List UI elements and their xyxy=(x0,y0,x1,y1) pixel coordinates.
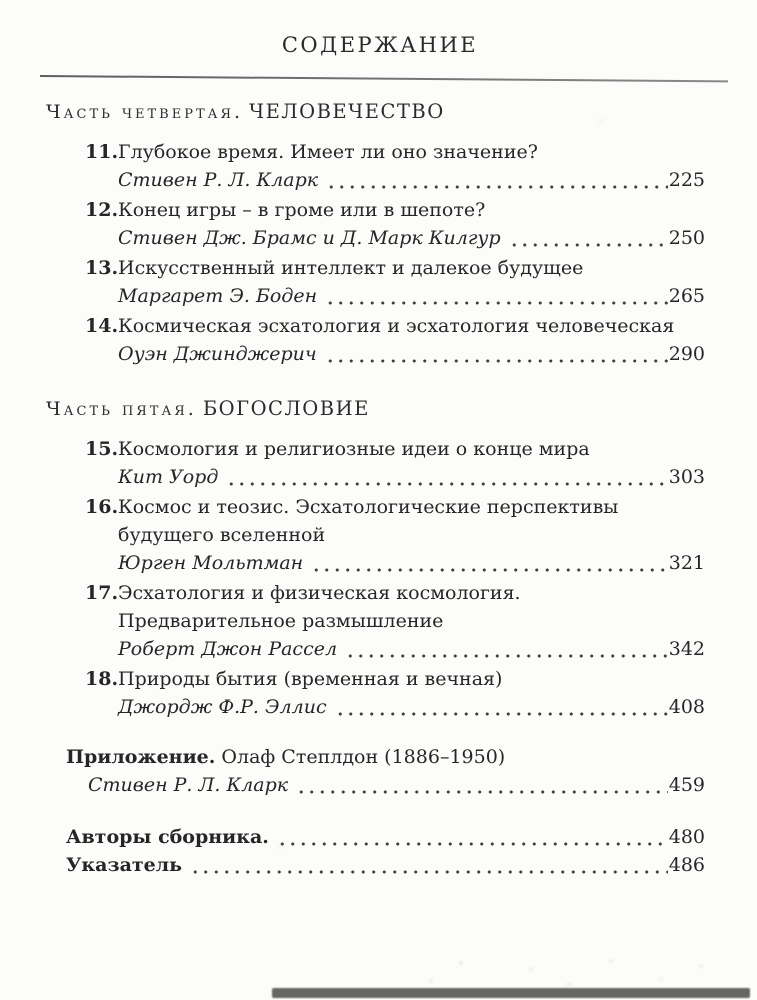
scan-artifact-bar xyxy=(272,988,750,998)
item-title: Эсхатология и физическая космология. xyxy=(118,582,521,604)
toc-item-16 xyxy=(85,493,728,577)
item-title-line2: Предварительное размышление xyxy=(118,610,444,632)
part-heading-name: БОГОСЛОВИЕ xyxy=(202,397,370,420)
dot-leader xyxy=(342,635,668,663)
title-rule xyxy=(40,75,728,82)
item-title: Космос и теозис. Эсхатологические перспективы xyxy=(118,496,619,518)
item-number: 17. xyxy=(85,582,119,604)
item-number: 14. xyxy=(85,315,119,337)
toc-item-17 xyxy=(85,579,728,663)
backmatter-row-index xyxy=(66,851,728,879)
page-number: 459 xyxy=(668,774,705,796)
item-author: Маргарет Э. Боден xyxy=(118,285,318,307)
appendix-label: Приложение. xyxy=(66,746,216,768)
backmatter-row-authors xyxy=(66,823,728,851)
item-number: 11. xyxy=(85,141,119,163)
page-number: 290 xyxy=(668,343,705,365)
appendix-entry xyxy=(66,743,728,799)
backmatter-label: Авторы сборника. xyxy=(66,826,269,848)
page-number: 321 xyxy=(668,552,705,574)
dot-leader xyxy=(323,166,668,194)
toc-item-14 xyxy=(85,312,728,368)
dot-leader xyxy=(274,823,668,851)
dot-leader xyxy=(223,463,667,491)
scan-noise-speckles xyxy=(0,0,2,2)
item-number: 18. xyxy=(85,668,119,690)
item-title: Конец игры – в громе или в шепоте? xyxy=(118,199,486,221)
page-number: 303 xyxy=(668,466,705,488)
toc-page xyxy=(46,0,728,879)
item-title: Искусственный интеллект и далекое будущее xyxy=(118,257,584,279)
dot-leader xyxy=(308,549,668,577)
item-title-line2: будущего вселенной xyxy=(118,524,326,546)
appendix-author: Стивен Р. Л. Кларк xyxy=(88,774,289,796)
part-heading-five xyxy=(46,396,728,423)
page-number: 250 xyxy=(668,227,705,249)
dot-leader xyxy=(322,340,668,368)
page-number: 342 xyxy=(668,638,705,660)
toc-item-18 xyxy=(85,665,728,721)
part-heading-name: ЧЕЛОВЕЧЕСТВО xyxy=(249,100,445,123)
page-number: 265 xyxy=(668,285,705,307)
toc-item-11 xyxy=(85,138,728,194)
item-author: Стивен Дж. Брамс и Д. Марк Килгур xyxy=(118,227,501,249)
toc-item-15 xyxy=(85,435,728,491)
dot-leader xyxy=(322,282,668,310)
backmatter-label: Указатель xyxy=(66,854,183,876)
item-author: Стивен Р. Л. Кларк xyxy=(118,169,319,191)
item-number: 15. xyxy=(85,438,119,460)
appendix-title: Олаф Степлдон (1886–1950) xyxy=(221,746,506,768)
item-author: Кит Уорд xyxy=(118,466,219,488)
dot-leader xyxy=(332,693,668,721)
page-title: СОДЕРЖАНИЕ xyxy=(281,33,479,57)
item-title: Природы бытия (временная и вечная) xyxy=(118,668,503,690)
page-number: 480 xyxy=(668,826,705,848)
dot-leader xyxy=(293,771,668,799)
item-author: Джордж Ф.Р. Эллис xyxy=(118,696,327,718)
page-number: 486 xyxy=(668,854,705,876)
toc-item-13 xyxy=(85,254,728,310)
backmatter xyxy=(66,823,728,879)
item-author: Юрген Мольтман xyxy=(118,552,304,574)
part-heading-label: Часть пятая. xyxy=(46,398,197,420)
page-number: 225 xyxy=(668,169,705,191)
item-title: Космология и религиозные идеи о конце мира xyxy=(118,438,590,460)
item-title: Глубокое время. Имеет ли оно значение? xyxy=(118,141,538,163)
item-author: Оуэн Джинджерич xyxy=(118,343,317,365)
part-heading-label: Часть четвертая. xyxy=(46,101,244,123)
dot-leader xyxy=(187,851,668,879)
item-number: 12. xyxy=(85,199,119,221)
item-title: Космическая эсхатология и эсхатология человеческая xyxy=(118,315,675,337)
item-number: 16. xyxy=(85,496,119,518)
page-number: 408 xyxy=(668,696,705,718)
item-author: Роберт Джон Рассел xyxy=(118,638,338,660)
toc-item-12 xyxy=(85,196,728,252)
part-heading-four xyxy=(46,99,728,126)
dot-leader xyxy=(506,224,668,252)
item-number: 13. xyxy=(85,257,119,279)
